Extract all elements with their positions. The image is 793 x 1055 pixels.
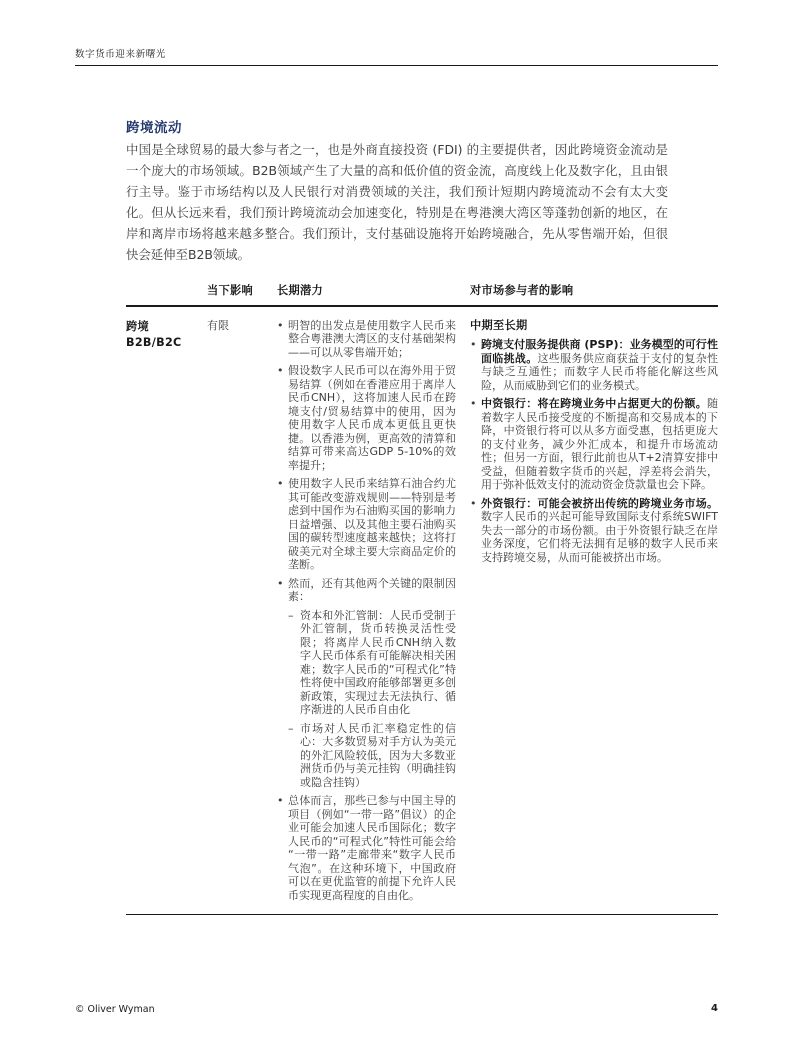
list-item <box>470 338 718 392</box>
sub-list-item: – 市场对人民币汇率稳定性的信心：大多数贸易对手方认为美元的外汇风险较低，因为大多数亚洲货币仍与美元挂钩（明确挂钩或隐含挂钩） <box>288 722 456 790</box>
market-impact-heading: 中期至长期 <box>470 318 528 332</box>
list-item <box>470 397 718 492</box>
bullet-body: 这些服务供应商获益于支付的复杂性与缺乏互通性；而数字人民币将能化解这些风险，从而威胁到它们的业务模式。 <box>481 351 718 392</box>
table-header-long-term: 长期潜力 <box>277 284 323 297</box>
long-term-sub-bullet-list <box>288 609 456 790</box>
row-label-line1: 跨境 <box>126 319 149 333</box>
row-label <box>126 319 207 903</box>
current-impact-cell: 有限 <box>207 318 229 332</box>
section-title: 跨境流动 <box>126 120 182 136</box>
table-header-current-impact: 当下影响 <box>207 284 253 297</box>
market-impact-bullet-list <box>470 338 718 564</box>
list-item: • 假设数字人民币可以在海外用于贸易结算（例如在香港应用于离岸人民币CNH），这将加速人民币在跨境支付/贸易结算中的使用，因为使用数字人民币成本更低且更快捷。以香港为例，更高效的清算和结算可带来高达GDP 5-10%的效率提升； <box>277 364 456 472</box>
market-impact-cell <box>470 319 718 903</box>
list-item: • 明智的出发点是使用数字人民币来整合粤港澳大湾区的支付基础架构——可以从零售端开始； <box>277 319 456 360</box>
list-item-text: 然而，还有其他两个关键的限制因素： <box>288 576 456 603</box>
sub-list-item: – 资本和外汇管制：人民币受制于外汇管制，货币转换灵活性受限；将离岸人民币CNH纳入数字人民币体系有可能解决相关困难；数字人民币的“可程式化”特性将使中国政府能够部署更多创新政策，实现过去无法执行、循序渐进的人民币自由化 <box>288 609 456 717</box>
long-term-cell <box>277 319 470 903</box>
header-rule <box>75 65 718 66</box>
bullet-lead-bold: 外资银行：可能会被挤出传统的跨境业务市场。 <box>481 496 718 510</box>
list-item: • 总体而言，那些已参与中国主导的项目（例如“一带一路”倡议）的企业可能会加速人民币国际化；数字人民币的“可程式化”特性可能会给“一带一路”走廊带来“数字人民币气泡”。在这种环境下，中国政府可以在更优监管的前提下允许人民币实现更高程度的自由化。 <box>277 794 456 902</box>
list-item <box>277 577 456 790</box>
running-header: 数字货币迎来新曙光 <box>75 49 166 60</box>
table-header-row <box>126 284 718 307</box>
bullet-body: 随着数字人民币接受度的不断提高和交易成本的下降，中资银行将可以从多方面受惠，包括更庞大的支付业务，减少外汇成本，和提升市场流动性；但另一方面，银行此前也从T+2清算安排中受益，但随着数字货币的兴起，浮差将会消失，用于弥补低效支付的流动资金贷款量也会下降。 <box>481 397 718 491</box>
footer-copyright: © Oliver Wyman <box>75 1004 155 1015</box>
footer-page-number: 4 <box>711 1003 718 1014</box>
list-item: • 使用数字人民币来结算石油合约尤其可能改变游戏规则——特别是考虑到中国作为石油购买国的影响力日益增强、以及其他主要石油购买国的碳转型速度越来越快；这将打破美元对全球主要大宗商品定价的垄断。 <box>277 477 456 572</box>
intro-paragraph: 中国是全球贸易的最大参与者之一，也是外商直接投资 (FDI) 的主要提供者，因此跨境资金流动是一个庞大的市场领域。B2B领域产生了大量的高和低价值的资金流，高度线上化及数字化，且由银行主导。鉴于市场结构以及人民银行对消费领域的关注，我们预计短期内跨境流动不会有太大变化。但从长远来看，我们预计跨境流动会加速变化，特别是在粤港澳大湾区等蓬勃创新的地区，在岸和离岸市场将越来越多整合。我们预计，支付基础设施将开始跨境融合，先从零售端开始，但很快会延伸至B2B领域。 <box>126 142 668 262</box>
table-row-cross-border <box>126 307 718 915</box>
bullet-lead-bold: 中资银行：将在跨境业务中占据更大的份额。 <box>481 397 707 410</box>
bullet-lead-bold: 跨境支付服务提供商 (PSP)：业务模型的可行性面临挑战。 <box>481 338 718 365</box>
bullet-body: 数字人民币的兴起可能导致国际支付系统SWIFT失去一部分的市场份额。由于外资银行缺乏在岸业务深度，它们将无法拥有足够的数字人民币来支持跨境交易，从而可能被挤出市场。 <box>481 510 718 564</box>
row-label-line2: B2B/B2C <box>126 335 182 349</box>
table-header-empty <box>126 284 207 298</box>
long-term-bullet-list <box>277 319 456 903</box>
list-item <box>470 497 718 565</box>
impact-table <box>126 284 718 915</box>
table-header-market-impact: 对市场参与者的影响 <box>470 284 574 297</box>
